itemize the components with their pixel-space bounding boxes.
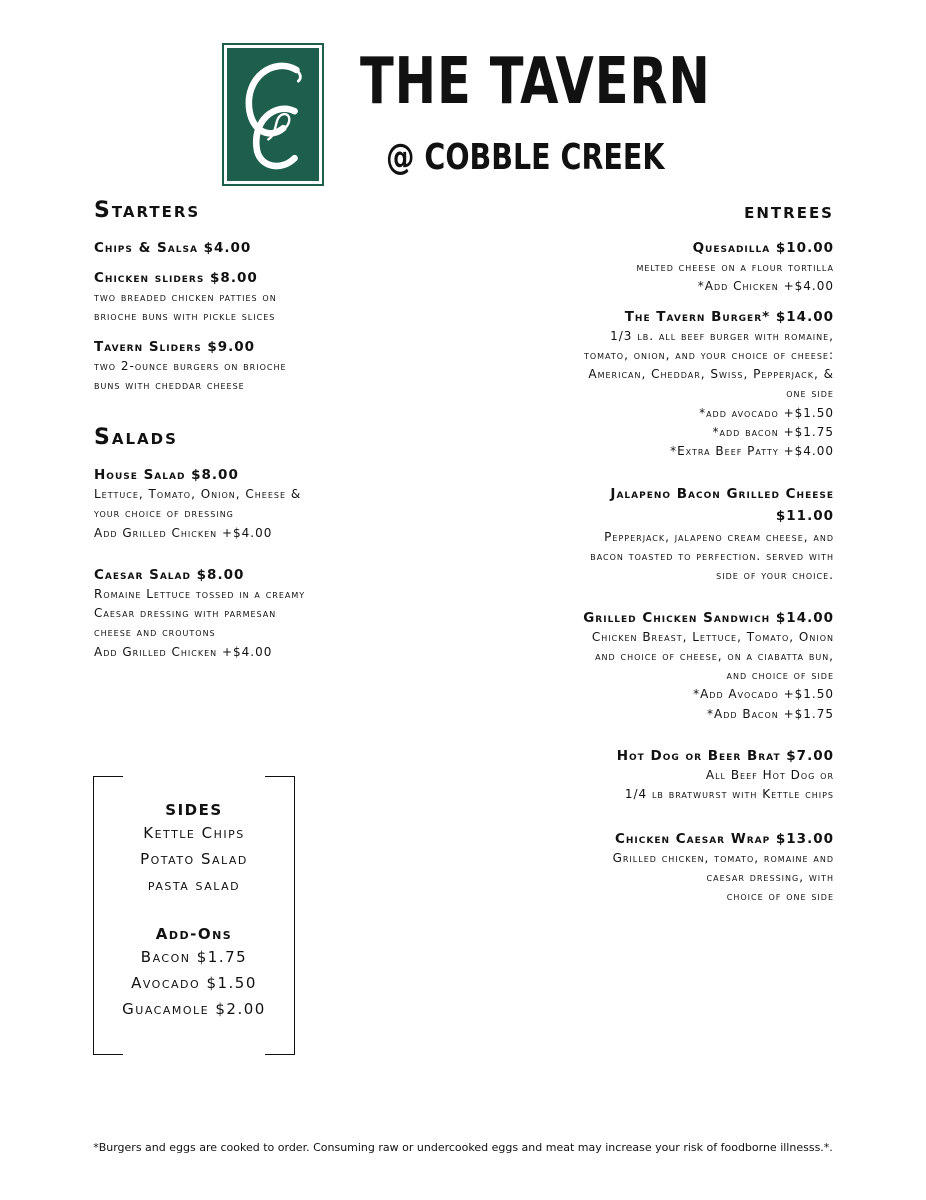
- menu-item-desc: melted cheese on a flour tortilla: [636, 260, 834, 274]
- sides-addons-box: [93, 776, 295, 1055]
- menu-item-desc: *Extra Beef Patty +$4.00: [670, 444, 834, 459]
- menu-item-name: Tavern Sliders $9.00: [94, 338, 256, 355]
- menu-item-name: Quesadilla $10.00: [692, 240, 834, 256]
- entrees-list: [474, 238, 834, 907]
- menu-item-desc: 1/4 lb bratwurst with Kettle chips: [624, 787, 834, 802]
- menu-item-desc: Grilled chicken, tomato, romaine and: [612, 850, 834, 865]
- menu-item-desc: Caesar dressing with parmesan: [94, 606, 277, 621]
- addon-item: Guacamole $2.00: [122, 1000, 266, 1018]
- starters-list: [94, 238, 394, 395]
- menu-item-name: Chips & Salsa $4.00: [94, 240, 252, 256]
- menu-item-desc: *add avocado +$1.50: [699, 405, 834, 420]
- menu-item-desc: two 2-ounce burgers on brioche: [94, 358, 287, 373]
- food-safety-disclaimer: *Burgers and eggs are cooked to order. Consuming raw or undercooked eggs and meat may increase your risk of foodborne illnesss.*.: [93, 1141, 833, 1154]
- menu-item-desc: American, Cheddar, Swiss, Pepperjack, &: [588, 367, 834, 382]
- menu-item-name: Grilled Chicken Sandwich $14.00: [583, 609, 834, 626]
- addons-heading: Add-Ons: [155, 925, 233, 943]
- menu-item-desc: Chicken Breast, Lettuce, Tomato, Onion: [591, 629, 834, 644]
- menu-item-desc: brioche buns with pickle slices: [94, 309, 276, 324]
- menu-item-desc: *Add Chicken +$4.00: [697, 279, 834, 294]
- menu-item-desc: one side: [786, 386, 834, 401]
- menu-item-desc: 1/3 lb. all beef burger with romaine,: [610, 328, 834, 343]
- menu-item-desc: two breaded chicken patties on: [94, 290, 277, 304]
- menu-item-desc: side of your choice.: [716, 568, 834, 583]
- addon-item: Avocado $1.50: [131, 974, 257, 992]
- menu-item-name: The Tavern Burger* $14.00: [624, 308, 834, 325]
- salads-heading: Salads: [94, 425, 178, 450]
- page-subtitle: @ COBBLE CREEK: [386, 137, 665, 178]
- menu-item-name: Hot Dog or Beer Brat $7.00: [616, 748, 834, 765]
- menu-item-desc: buns with cheddar cheese: [94, 377, 245, 392]
- menu-item-desc: caesar dressing, with: [706, 869, 834, 884]
- salads-list: [94, 465, 394, 662]
- side-item: Kettle Chips: [143, 824, 245, 842]
- menu-item-name: Caesar Salad $8.00: [94, 566, 245, 583]
- cc-monogram-icon: [227, 48, 319, 181]
- menu-item-desc: *add bacon +$1.75: [712, 425, 834, 440]
- menu-item-price: $11.00: [775, 507, 834, 524]
- page-title: THE TAVERN: [360, 45, 711, 119]
- menu-item-name: Chicken Caesar Wrap $13.00: [614, 830, 834, 847]
- cobble-creek-logo: [224, 45, 322, 184]
- menu-item-desc: tomato, onion, and your choice of cheese:: [583, 347, 834, 362]
- menu-item-desc: Romaine Lettuce tossed in a creamy: [94, 586, 306, 601]
- menu-item-name: Jalapeno Bacon Grilled Cheese: [610, 485, 834, 502]
- menu-item-desc: All Beef Hot Dog or: [705, 768, 834, 783]
- side-item: Potato Salad: [140, 850, 248, 868]
- sides-heading: SIDES: [165, 801, 223, 819]
- menu-item-desc: Lettuce, Tomato, Onion, Cheese &: [94, 487, 302, 501]
- menu-item-desc: *Add Bacon +$1.75: [707, 706, 834, 721]
- addon-item: Bacon $1.75: [140, 948, 248, 966]
- menu-item-desc: and choice of cheese, on a ciabatta bun,: [595, 648, 834, 663]
- menu-item-name: Chicken sliders $8.00: [94, 270, 258, 286]
- menu-item-desc: Add Grilled Chicken +$4.00: [94, 525, 273, 540]
- entrees-heading: entrees: [744, 199, 834, 224]
- menu-item-desc: *Add Avocado +$1.50: [693, 687, 834, 702]
- menu-item-name: House Salad $8.00: [94, 467, 239, 483]
- menu-item-desc: your choice of dressing: [94, 506, 234, 521]
- menu-item-desc: cheese and croutons: [94, 625, 216, 640]
- menu-item-desc: and choice of side: [726, 668, 834, 683]
- menu-item-desc: bacon toasted to perfection. served with: [590, 548, 834, 563]
- starters-heading: Starters: [94, 198, 201, 223]
- menu-item-desc: choice of one side: [726, 889, 834, 904]
- menu-item-desc: Pepperjack, jalapeno cream cheese, and: [604, 529, 834, 544]
- menu-item-desc: Add Grilled Chicken +$4.00: [94, 644, 273, 659]
- side-item: pasta salad: [147, 876, 241, 894]
